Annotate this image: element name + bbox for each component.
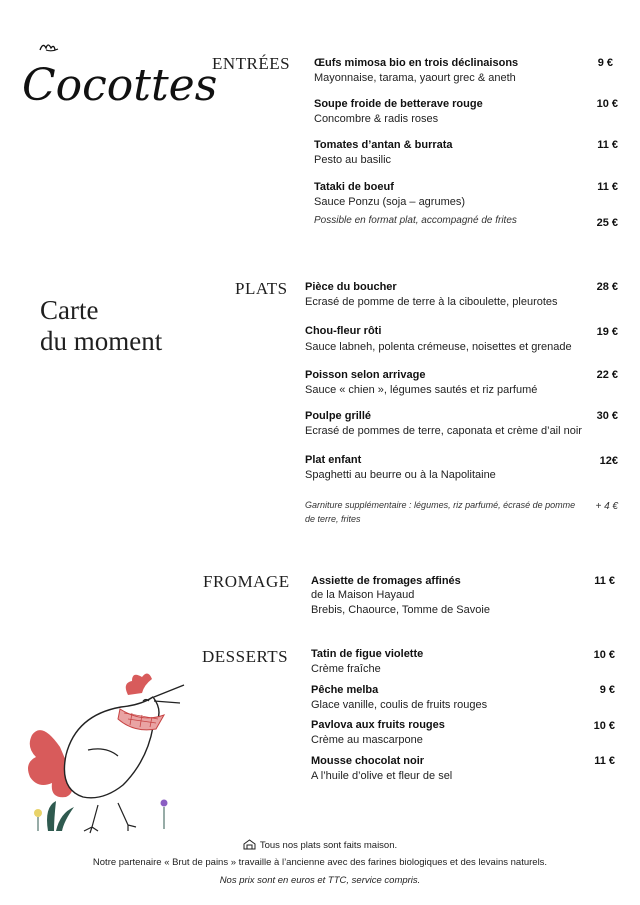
item-desc: Sauce « chien », légumes sautés et riz parfumé — [305, 384, 538, 396]
item-name: Tataki de boeuf — [314, 181, 394, 193]
hen-illustration — [18, 655, 193, 835]
note-line1: Garniture supplémentaire : légumes, riz parfumé, écrasé de pomme — [305, 500, 576, 510]
item-desc: Spaghetti au beurre ou à la Napolitaine — [305, 469, 496, 481]
item-desc: Sauce labneh, polenta crémeuse, noisettes et grenade — [305, 341, 572, 353]
note-price: + 4 € — [595, 501, 618, 512]
item-price: 11 € — [597, 181, 618, 193]
item-name: Assiette de fromages affinés — [311, 575, 461, 587]
item-name: Pêche melba — [311, 684, 379, 696]
item-desc: Ecrasé de pomme de terre à la ciboulette, pleurotes — [305, 296, 558, 308]
logo-svg — [18, 38, 218, 118]
section-title-desserts: DESSERTS — [202, 647, 289, 666]
section-title-plats: PLATS — [235, 279, 288, 298]
item-desc: Crème au mascarpone — [311, 734, 423, 746]
item-desc: Brebis, Chaource, Tomme de Savoie — [311, 604, 490, 616]
item-desc: Ecrasé de pommes de terre, caponata et crème d’ail noir — [305, 425, 582, 437]
brand-logo — [18, 38, 218, 118]
item-price: 11 € — [594, 575, 615, 587]
item-price: 19 € — [596, 326, 618, 338]
item-name: Soupe froide de betterave rouge — [314, 98, 483, 110]
note-price: 25 € — [596, 217, 618, 229]
item-price: 11 € — [594, 755, 615, 767]
item-price: 10 € — [596, 98, 618, 110]
item-name: Poisson selon arrivage — [305, 369, 426, 381]
subtitle-line1: Carte — [40, 295, 99, 325]
item-price: 10 € — [593, 649, 615, 661]
hen-svg — [18, 655, 193, 835]
item-desc: Concombre & radis roses — [314, 113, 439, 125]
footer-line1 — [0, 839, 640, 853]
brand-name: Cocottes — [22, 60, 218, 111]
item-desc: Crème fraîche — [311, 663, 381, 675]
item-desc: Glace vanille, coulis de fruits rouges — [311, 699, 488, 711]
subtitle-line2: du moment — [40, 326, 163, 356]
item-note: Possible en format plat, accompagné de frites — [314, 215, 517, 226]
section-title-entrees: ENTRÉES — [212, 54, 291, 73]
item-desc: Sauce Ponzu (soja – agrumes) — [314, 196, 466, 208]
footer-line1-text: Tous nos plats sont faits maison. — [259, 840, 398, 851]
item-price: 30 € — [596, 410, 618, 422]
item-price: 9 € — [597, 57, 613, 69]
house-icon — [243, 839, 256, 853]
item-price: 9 € — [599, 684, 615, 696]
item-price: 22 € — [596, 369, 618, 381]
item-name: Mousse chocolat noir — [311, 755, 425, 767]
item-name: Pavlova aux fruits rouges — [311, 719, 445, 731]
item-price: 10 € — [593, 720, 615, 732]
item-name: Pièce du boucher — [305, 281, 397, 293]
item-name: Poulpe grillé — [305, 410, 372, 422]
item-price: 12€ — [599, 455, 618, 467]
item-desc: A l’huile d’olive et fleur de sel — [311, 770, 453, 782]
note-line2: de terre, frites — [305, 514, 361, 524]
item-name: Tatin de figue violette — [311, 648, 424, 660]
item-desc: Pesto au basilic — [314, 154, 392, 166]
footer-line3: Nos prix sont en euros et TTC, service compris. — [219, 875, 421, 886]
item-note — [305, 498, 575, 526]
item-name: Plat enfant — [305, 454, 362, 466]
item-name: Chou-fleur rôti — [305, 325, 382, 337]
section-title-fromage: FROMAGE — [203, 572, 290, 591]
item-desc: Mayonnaise, tarama, yaourt grec & aneth — [314, 72, 516, 84]
footer-line2: Notre partenaire « Brut de pains » travaille à l’ancienne avec des farines biologiques et des levains naturels. — [92, 857, 548, 868]
item-price: 11 € — [597, 139, 618, 151]
item-name: Œufs mimosa bio en trois déclinaisons — [314, 57, 519, 69]
menu-subtitle — [40, 295, 162, 357]
item-desc: de la Maison Hayaud — [311, 589, 415, 601]
item-price: 28 € — [596, 281, 618, 293]
item-name: Tomates d’antan & burrata — [314, 139, 453, 151]
